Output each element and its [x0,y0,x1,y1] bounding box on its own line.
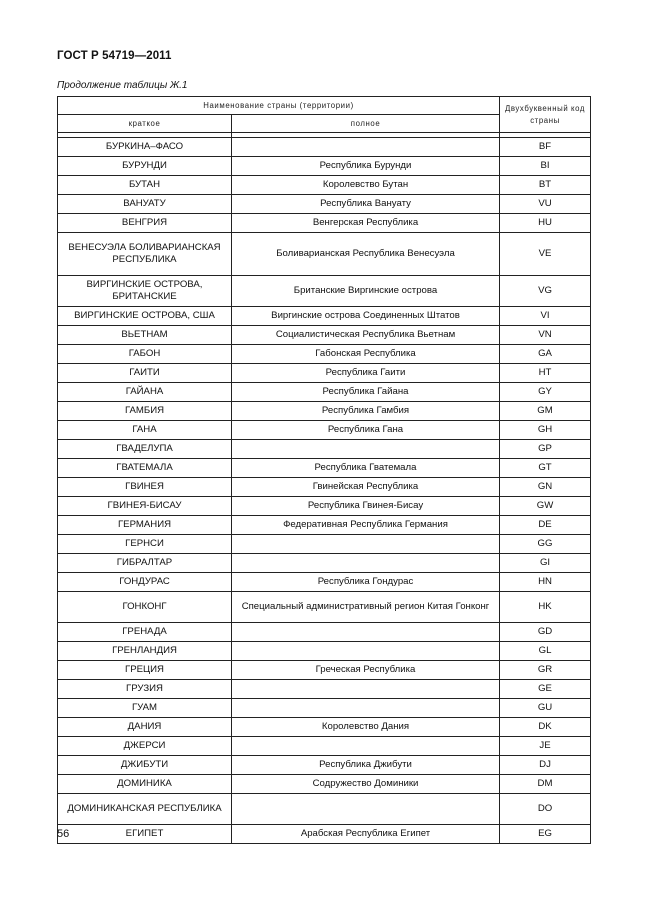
cell-short-name: ВАНУАТУ [58,195,232,214]
cell-short-name: ГУАМ [58,699,232,718]
cell-short-name: ГЕРМАНИЯ [58,516,232,535]
cell-country-code: GR [500,661,591,680]
cell-short-name: ГВАДЕЛУПА [58,440,232,459]
cell-full-name [232,794,500,825]
cell-country-code: GY [500,383,591,402]
cell-country-code: VN [500,326,591,345]
cell-short-name: ГРЕЦИЯ [58,661,232,680]
header-country-code: Двухбуквенный код страны [500,97,591,133]
cell-full-name: Боливарианская Республика Венесуэла [232,233,500,276]
cell-short-name: ДЖИБУТИ [58,756,232,775]
cell-short-name: ГЕРНСИ [58,535,232,554]
cell-full-name [232,554,500,573]
cell-country-code: VU [500,195,591,214]
table-body [58,138,591,844]
cell-full-name [232,737,500,756]
table-row [58,478,591,497]
table-row [58,535,591,554]
cell-full-name: Республика Гондурас [232,573,500,592]
document-title: ГОСТ Р 54719—2011 [57,50,172,62]
table-row [58,775,591,794]
table-row [58,554,591,573]
table-row [58,680,591,699]
cell-country-code: DJ [500,756,591,775]
cell-full-name: Арабская Республика Египет [232,825,500,844]
cell-short-name: ВЕНГРИЯ [58,214,232,233]
cell-country-code: GI [500,554,591,573]
cell-full-name: Королевство Бутан [232,176,500,195]
table-row [58,661,591,680]
cell-short-name: ГАМБИЯ [58,402,232,421]
cell-country-code: BF [500,138,591,157]
table-row [58,421,591,440]
cell-country-code: GP [500,440,591,459]
table-caption: Продолжение таблицы Ж.1 [57,80,188,91]
cell-short-name: ГИБРАЛТАР [58,554,232,573]
cell-full-name: Специальный административный регион Китая Гонконг [232,592,500,623]
table-row [58,573,591,592]
cell-short-name: ГВАТЕМАЛА [58,459,232,478]
table-row [58,737,591,756]
cell-country-code: HN [500,573,591,592]
table-row [58,516,591,535]
cell-country-code: GE [500,680,591,699]
cell-short-name: ДЖЕРСИ [58,737,232,756]
cell-full-name [232,138,500,157]
cell-full-name: Виргинские острова Соединенных Штатов [232,307,500,326]
cell-country-code: GH [500,421,591,440]
cell-short-name: ГРЕНАДА [58,623,232,642]
table-row [58,233,591,276]
header-short-name: краткое [58,115,232,133]
cell-country-code: GT [500,459,591,478]
cell-full-name: Венгерская Республика [232,214,500,233]
cell-full-name: Королевство Дания [232,718,500,737]
cell-country-code: HK [500,592,591,623]
cell-short-name: ГВИНЕЯ-БИСАУ [58,497,232,516]
cell-country-code: DO [500,794,591,825]
cell-short-name: ГОНКОНГ [58,592,232,623]
table-row [58,307,591,326]
cell-short-name: ДАНИЯ [58,718,232,737]
cell-country-code: BT [500,176,591,195]
cell-country-code: GD [500,623,591,642]
cell-short-name: ДОМИНИКАНСКАЯ РЕСПУБЛИКА [58,794,232,825]
cell-country-code: GN [500,478,591,497]
cell-country-code: HT [500,364,591,383]
table-row [58,157,591,176]
cell-short-name: ВЕНЕСУЭЛА БОЛИВАРИАНСКАЯ РЕСПУБЛИКА [58,233,232,276]
table-row [58,195,591,214]
cell-country-code: GL [500,642,591,661]
cell-country-code: DK [500,718,591,737]
cell-short-name: ГОНДУРАС [58,573,232,592]
cell-country-code: HU [500,214,591,233]
cell-country-code: GA [500,345,591,364]
table-row [58,440,591,459]
cell-short-name: ВЬЕТНАМ [58,326,232,345]
cell-full-name: Республика Джибути [232,756,500,775]
cell-short-name: БУРУНДИ [58,157,232,176]
cell-full-name [232,535,500,554]
cell-short-name: ГАЙАНА [58,383,232,402]
table-row [58,756,591,775]
cell-country-code: VE [500,233,591,276]
table-row [58,214,591,233]
table-row [58,402,591,421]
table-row [58,326,591,345]
cell-country-code: BI [500,157,591,176]
cell-country-code: VG [500,276,591,307]
table-row [58,825,591,844]
cell-full-name: Республика Вануату [232,195,500,214]
cell-full-name: Гвинейская Республика [232,478,500,497]
table-row [58,497,591,516]
cell-short-name: БУТАН [58,176,232,195]
cell-full-name [232,623,500,642]
cell-short-name: ЕГИПЕТ [58,825,232,844]
cell-country-code: VI [500,307,591,326]
cell-short-name: ГВИНЕЯ [58,478,232,497]
table-row [58,699,591,718]
cell-country-code: GW [500,497,591,516]
cell-full-name: Греческая Республика [232,661,500,680]
header-full-name: полное [232,115,500,133]
cell-full-name [232,642,500,661]
table-row [58,364,591,383]
cell-full-name: Республика Гайана [232,383,500,402]
cell-full-name: Содружество Доминики [232,775,500,794]
cell-full-name: Федеративная Республика Германия [232,516,500,535]
header-country-name: Наименование страны (территории) [58,97,500,115]
cell-short-name: ГАИТИ [58,364,232,383]
table-row [58,623,591,642]
cell-short-name: ГРЕНЛАНДИЯ [58,642,232,661]
table-row [58,383,591,402]
cell-full-name: Республика Гамбия [232,402,500,421]
table-row [58,176,591,195]
country-code-table [57,96,591,844]
cell-full-name: Республика Гватемала [232,459,500,478]
cell-full-name: Габонская Республика [232,345,500,364]
cell-country-code: DE [500,516,591,535]
table-row [58,718,591,737]
cell-full-name: Республика Гвинея-Бисау [232,497,500,516]
cell-full-name [232,699,500,718]
cell-short-name: ГАНА [58,421,232,440]
table-row [58,794,591,825]
cell-full-name: Республика Гаити [232,364,500,383]
table-row [58,642,591,661]
cell-country-code: JE [500,737,591,756]
cell-short-name: ВИРГИНСКИЕ ОСТРОВА, США [58,307,232,326]
table-row [58,459,591,478]
cell-short-name: ГАБОН [58,345,232,364]
cell-country-code: EG [500,825,591,844]
cell-short-name: ГРУЗИЯ [58,680,232,699]
cell-full-name: Социалистическая Республика Вьетнам [232,326,500,345]
cell-short-name: ВИРГИНСКИЕ ОСТРОВА, БРИТАНСКИЕ [58,276,232,307]
cell-country-code: GM [500,402,591,421]
table-row [58,592,591,623]
cell-short-name: БУРКИНА–ФАСО [58,138,232,157]
table-row [58,276,591,307]
table-row [58,345,591,364]
cell-full-name [232,440,500,459]
cell-country-code: GU [500,699,591,718]
cell-short-name: ДОМИНИКА [58,775,232,794]
cell-full-name: Республика Гана [232,421,500,440]
cell-country-code: DM [500,775,591,794]
page-number: 56 [57,828,70,840]
cell-full-name: Британские Виргинские острова [232,276,500,307]
cell-full-name: Республика Бурунди [232,157,500,176]
cell-country-code: GG [500,535,591,554]
cell-full-name [232,680,500,699]
table-row [58,138,591,157]
